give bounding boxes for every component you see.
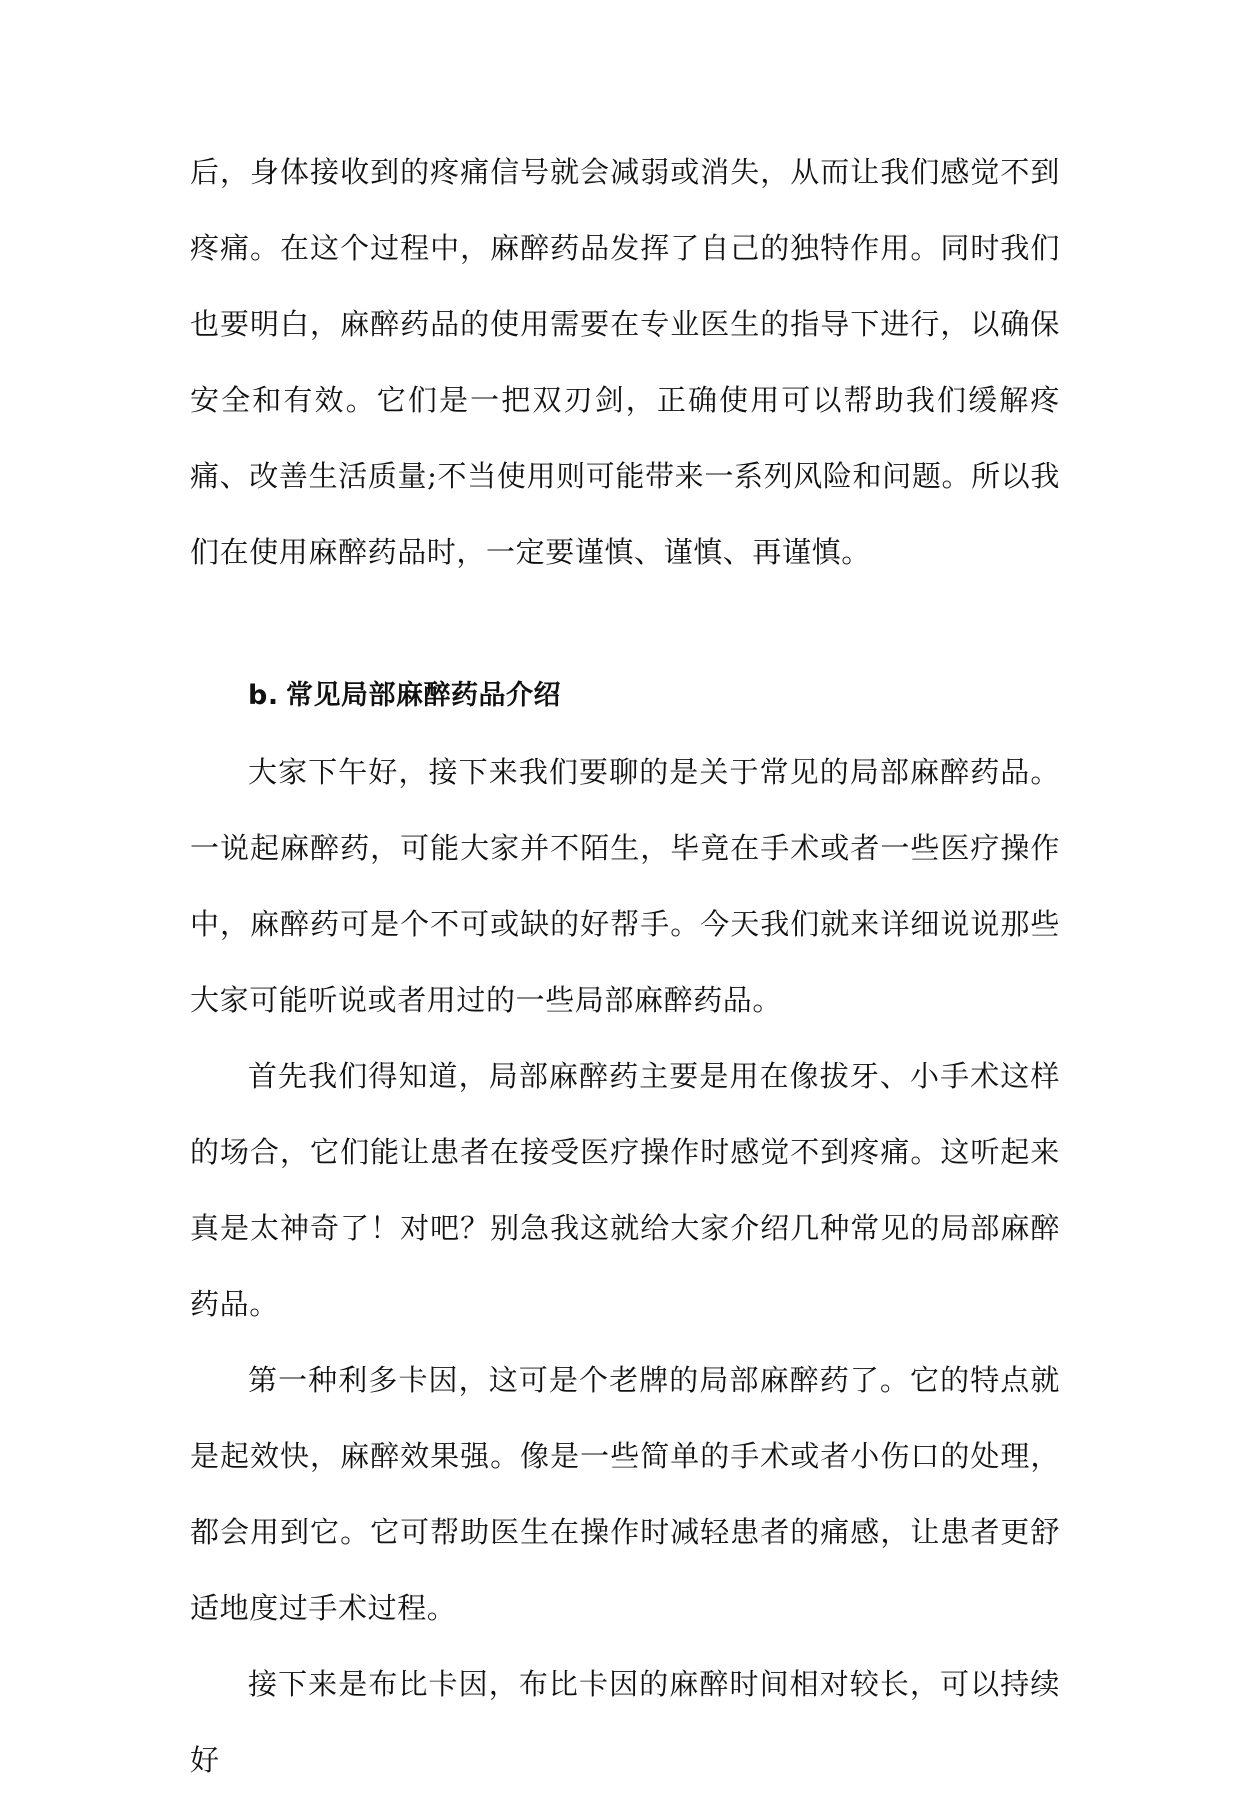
paragraph-lidocaine: 第一种利多卡因，这可是个老牌的局部麻醉药了。它的特点就是起效快，麻醉效果强。像是一些简单的手术或者小伤口的处理，都会用到它。它可帮助医生在操作时减轻患者的痛感，让患者更舒适地度过手术过程。 [190, 1363, 1060, 1625]
paragraph-usage: 首先我们得知道，局部麻醉药主要是用在像拔牙、小手术这样的场合，它们能让患者在接受医疗操作时感觉不到疼痛。这听起来真是太神奇了！对吧？别急我这就给大家介绍几种常见的局部麻醉药品。 [190, 1059, 1060, 1321]
section-marker: b. [248, 680, 279, 711]
paragraph-bupivacaine: 接下来是布比卡因，布比卡因的麻醉时间相对较长，可以持续好 [190, 1667, 1060, 1777]
document-body [190, 134, 1060, 1798]
section-heading [190, 658, 1060, 734]
paragraph-continued: 后，身体接收到的疼痛信号就会减弱或消失，从而让我们感觉不到疼痛。在这个过程中，麻醉药品发挥了自己的独特作用。同时我们也要明白，麻醉药品的使用需要在专业医生的指导下进行，以确保安全和有效。它们是一把双刃剑，正确使用可以帮助我们缓解疼痛、改善生活质量;不当使用则可能带来一系列风险和问题。所以我们在使用麻醉药品时，一定要谨慎、谨慎、再谨慎。 [190, 155, 1060, 569]
section-title: 常见局部麻醉药品介绍 [286, 680, 561, 711]
paragraph-intro: 大家下午好，接下来我们要聊的是关于常见的局部麻醉药品。一说起麻醉药，可能大家并不陌生，毕竟在手术或者一些医疗操作中，麻醉药可是个不可或缺的好帮手。今天我们就来详细说说那些大家可能听说或者用过的一些局部麻醉药品。 [190, 755, 1060, 1017]
